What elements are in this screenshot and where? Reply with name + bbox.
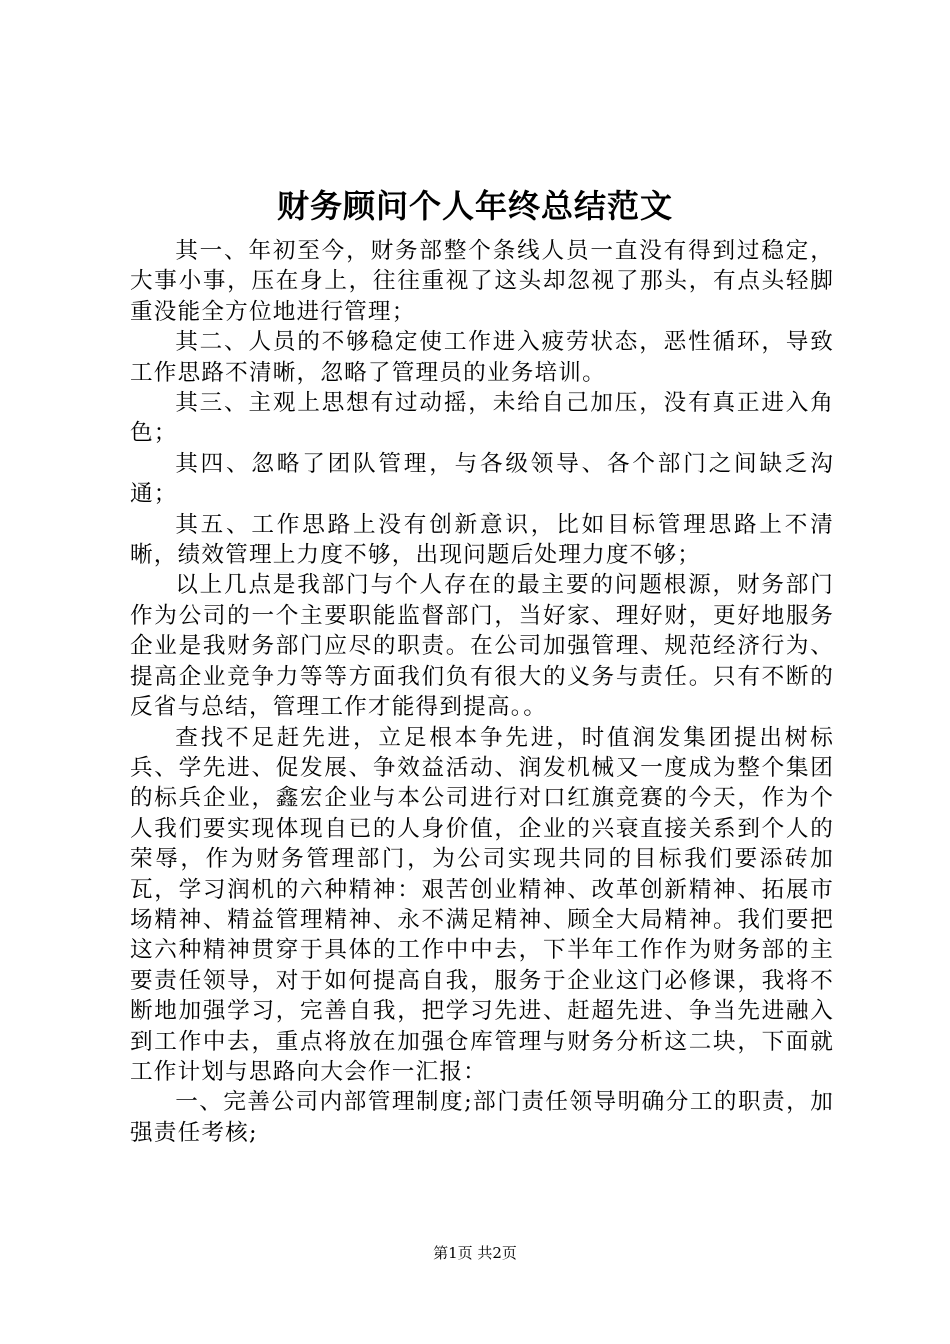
- paragraph-2: 其二、人员的不够稳定使工作进入疲劳状态，恶性循环，导致工作思路不清晰，忽略了管理员的业务培训。: [130, 329, 834, 386]
- page-number-footer: 第1页 共2页: [433, 1244, 517, 1262]
- paragraph-6: 以上几点是我部门与个人存在的最主要的问题根源，财务部门作为公司的一个主要职能监督部门，当好家、理好财，更好地服务企业是我财务部门应尽的职责。在公司加强管理、规范经济行为、提高企业竞争力等等方面我们负有很大的义务与责任。只有不断的反省与总结，管理工作才能得到提高。。: [130, 572, 834, 721]
- document-body: [130, 236, 834, 1148]
- paragraph-8: 一、完善公司内部管理制度;部门责任领导明确分工的职责，加强责任考核;: [130, 1089, 834, 1146]
- paragraph-4: 其四、忽略了团队管理，与各级领导、各个部门之间缺乏沟通；: [130, 450, 834, 508]
- paragraph-3: 其三、主观上思想有过动摇，未给自己加压，没有真正进入角色；: [130, 390, 834, 447]
- paragraph-7: 查找不足赶先进，立足根本争先进，时值润发集团提出树标兵、学先进、促发展、争效益活动、润发机械又一度成为整个集团的标兵企业，鑫宏企业与本公司进行对口红旗竞赛的今天，作为个人我们要实现体现自已的人身价值，企业的兴衰直接关系到个人的荣辱，作为财务管理部门，为公司实现共同的目标我们要添砖加瓦，学习润机的六种精神：艰苦创业精神、改革创新精神、拓展市场精神、精益管理精神、永不满足精神、顾全大局精神。我们要把这六种精神贯穿于具体的工作中中去，下半年工作作为财务部的主要责任领导，对于如何提高自我，服务于企业这门必修课，我将不断地加强学习，完善自我，把学习先进、赶超先进、争当先进融入到工作中去，重点将放在加强仓库管理与财务分析这二块，下面就工作计划与思路向大会作一汇报：: [130, 724, 834, 1085]
- document-title: 财务顾问个人年终总结范文: [276, 187, 673, 225]
- paragraph-1: 其一、年初至今，财务部整个条线人员一直没有得到过稳定，大事小事，压在身上，往往重视了这头却忽视了那头，有点头轻脚重没能全方位地进行管理；: [130, 238, 834, 325]
- paragraph-5: 其五、工作思路上没有创新意识，比如目标管理思路上不清晰，绩效管理上力度不够，出现问题后处理力度不够；: [130, 511, 834, 569]
